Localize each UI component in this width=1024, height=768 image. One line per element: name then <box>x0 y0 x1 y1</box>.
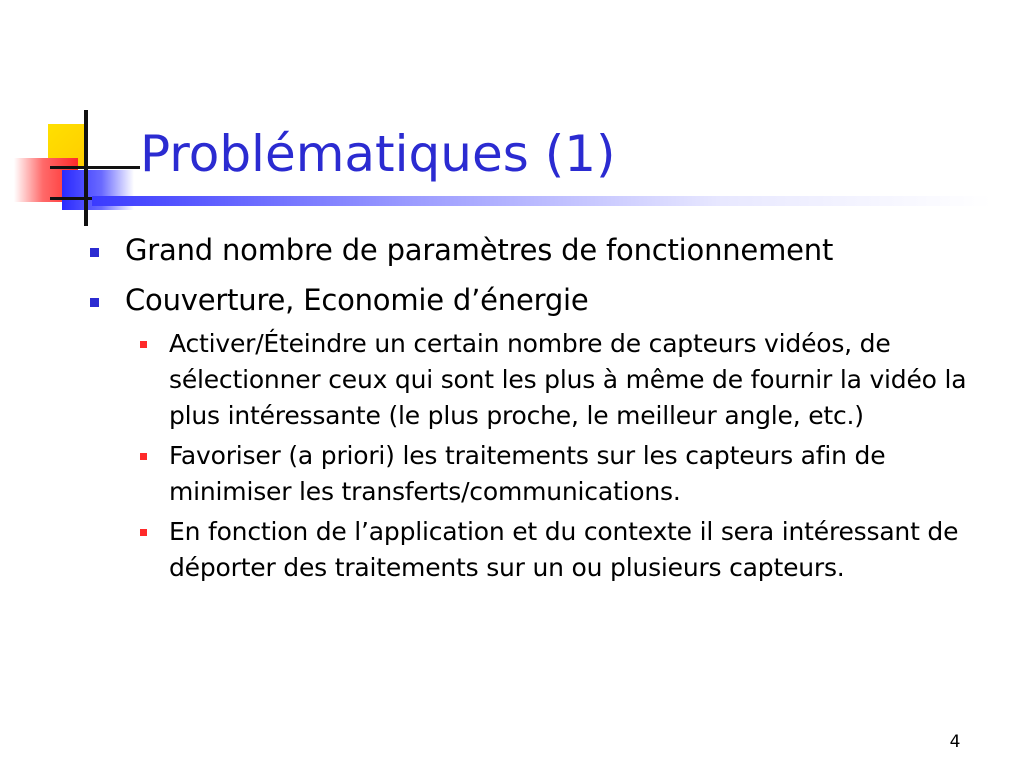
corner-decoration <box>0 100 140 230</box>
sub-bullet-list <box>140 326 1005 586</box>
bullet-text: Grand nombre de paramètres de fonctionnement <box>125 233 834 267</box>
square-bullet-icon <box>90 248 99 257</box>
sub-bullet-text: En fonction de l’application et du contexte il sera intéressant de déporter des traitements sur un ou plusieurs capteurs. <box>169 517 959 582</box>
bullet-item <box>90 232 1005 268</box>
square-bullet-icon <box>140 453 147 460</box>
sub-bullet-item <box>140 326 1005 434</box>
sub-bullet-item <box>140 438 1005 510</box>
bullet-text: Couverture, Economie d’énergie <box>125 283 589 317</box>
square-bullet-icon <box>140 341 147 348</box>
square-bullet-icon <box>90 298 99 307</box>
slide-body <box>90 232 1005 590</box>
sub-bullet-item <box>140 514 1005 586</box>
bullet-item <box>90 282 1005 318</box>
slide-title: Problématiques (1) <box>140 125 616 183</box>
sub-bullet-text: Favoriser (a priori) les traitements sur les capteurs afin de minimiser les transferts/communications. <box>169 441 886 506</box>
title-underline <box>92 196 992 206</box>
page-number: 4 <box>949 732 961 752</box>
horizontal-line <box>50 166 140 169</box>
sub-bullet-text: Activer/Éteindre un certain nombre de capteurs vidéos, de sélectionner ceux qui sont les plus à même de fournir la vidéo la plus intéressante (le plus proche, le meilleur angle, etc.) <box>169 329 967 430</box>
square-bullet-icon <box>140 529 147 536</box>
